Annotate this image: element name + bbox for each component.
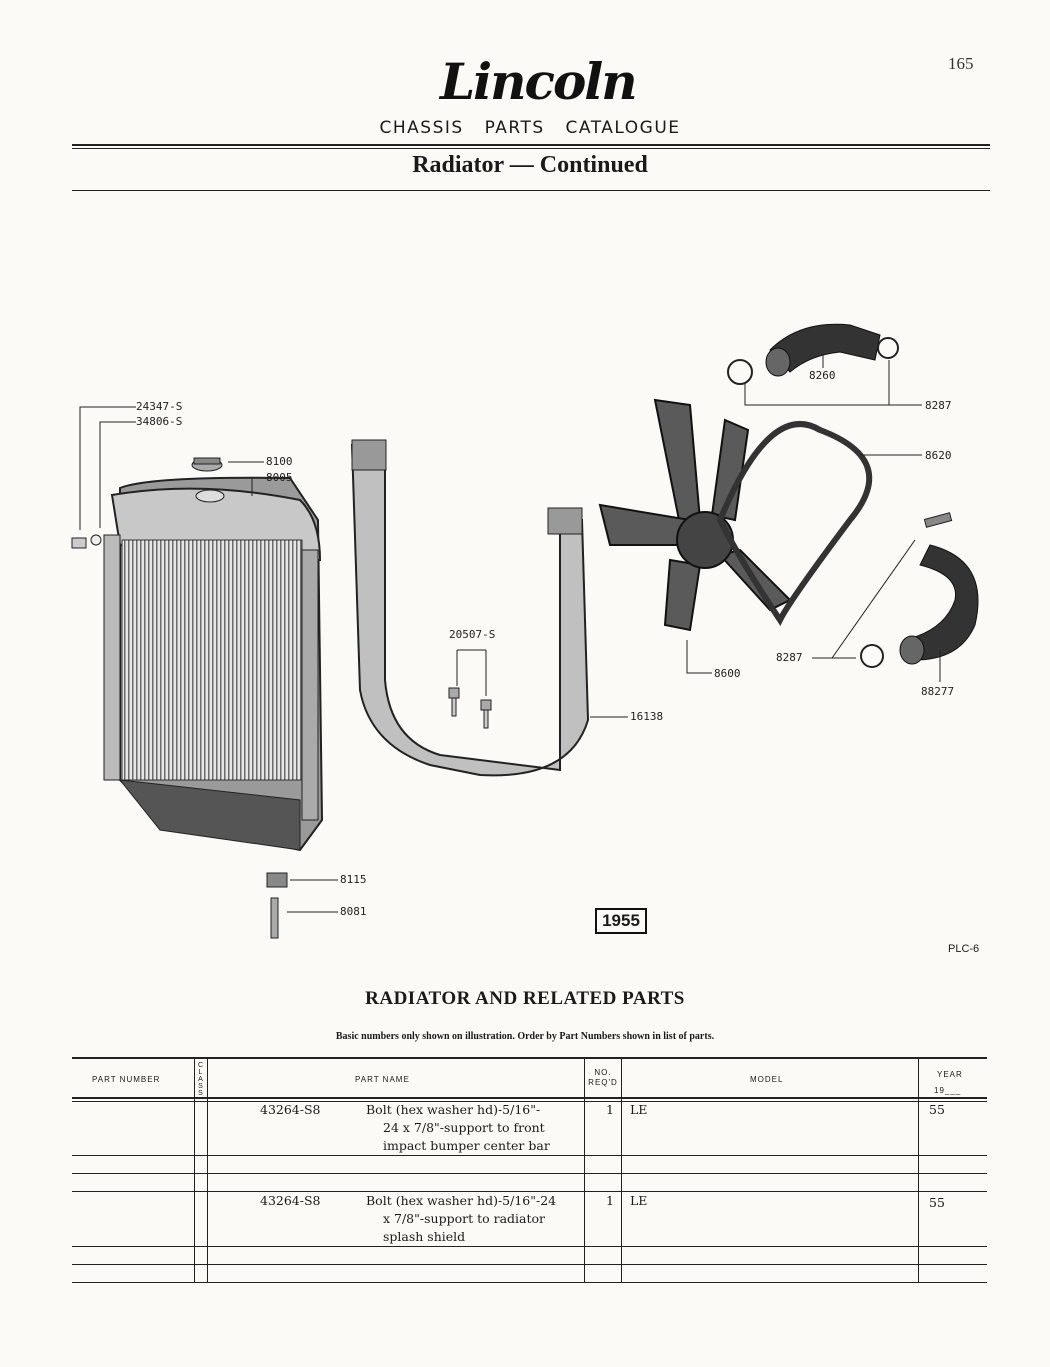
- table-rule: [72, 1264, 987, 1265]
- header-class: CLASS: [197, 1062, 205, 1097]
- callout-8081: 8081: [340, 905, 367, 918]
- catalogue-heading: CHASSIS PARTS CATALOGUE: [379, 118, 681, 138]
- col-divider: [918, 1058, 919, 1283]
- plate-number: PLC-6: [948, 943, 980, 955]
- row1-name-line1: Bolt (hex washer hd)-5/16"-: [366, 1102, 541, 1117]
- year-box: 1955: [595, 908, 647, 934]
- row2-name-line1: Bolt (hex washer hd)-5/16"-24: [366, 1193, 557, 1208]
- callout-8600: 8600: [714, 667, 741, 680]
- table-rule: [72, 1246, 987, 1247]
- col-divider: [194, 1058, 195, 1283]
- drain-cock-drawing: [267, 873, 287, 938]
- row2-model: LE: [630, 1193, 648, 1208]
- callout-8620: 8620: [925, 449, 952, 462]
- header-part-name: PART NAME: [355, 1075, 410, 1084]
- callout-20507-S: 20507-S: [449, 628, 496, 641]
- row2-name-line2: x 7/8"-support to radiator: [383, 1211, 546, 1226]
- parts-title: RADIATOR AND RELATED PARTS: [365, 988, 685, 1009]
- callout-8287-lower: 8287: [776, 651, 803, 664]
- callout-8260: 8260: [809, 369, 836, 382]
- header-year-prefix: 19___: [934, 1086, 962, 1095]
- drain-bolt-drawing: [72, 535, 101, 548]
- header-year: YEAR: [937, 1070, 963, 1079]
- row2-name-line3: splash shield: [383, 1229, 466, 1244]
- row1-model: LE: [630, 1102, 648, 1117]
- header-model: MODEL: [750, 1075, 784, 1084]
- table-rule-top: [72, 1057, 987, 1059]
- table-rule: [72, 1155, 987, 1156]
- callout-8287-upper: 8287: [925, 399, 952, 412]
- row2-qty: 1: [606, 1193, 614, 1208]
- radiator-core-drawing: [104, 478, 322, 850]
- table-rule-bottom: [72, 1282, 987, 1283]
- row2-part-number: 43264-S8: [260, 1193, 321, 1208]
- table-rule-header: [72, 1097, 987, 1099]
- callout-88277: 88277: [921, 685, 955, 698]
- radiator-cap-drawing: [192, 458, 222, 471]
- lower-hose-drawing: [861, 513, 978, 667]
- callout-8100: 8100: [266, 455, 293, 468]
- lincoln-logo: Lincoln: [440, 52, 636, 111]
- row1-name-line3: impact bumper center bar: [383, 1138, 550, 1153]
- callout-24347-S: 24347-S: [136, 400, 183, 413]
- col-divider: [621, 1058, 622, 1283]
- callout-34806-S: 34806-S: [136, 415, 183, 428]
- col-divider: [207, 1058, 208, 1283]
- table-rule: [72, 1173, 987, 1174]
- callout-8115: 8115: [340, 873, 367, 886]
- row1-year: 55: [929, 1102, 945, 1117]
- row2-year: 55: [929, 1195, 945, 1210]
- callout-16138: 16138: [630, 710, 664, 723]
- support-bracket-drawing: [352, 440, 588, 775]
- row1-part-number: 43264-S8: [260, 1102, 321, 1117]
- callout-8005: 8005: [266, 471, 293, 484]
- header-part-number: PART NUMBER: [92, 1075, 161, 1084]
- row1-qty: 1: [606, 1102, 614, 1117]
- page-number: 165: [948, 54, 974, 73]
- bolts-drawing: [449, 650, 491, 728]
- header-no-reqd: NO. REQ'D: [588, 1068, 618, 1087]
- illustration-note: Basic numbers only shown on illustration. Order by Part Numbers shown in list of parts.: [335, 1031, 715, 1042]
- col-divider: [584, 1058, 585, 1283]
- section-title: Radiator — Continued: [412, 152, 648, 178]
- row1-name-line2: 24 x 7/8"-support to front: [383, 1120, 545, 1135]
